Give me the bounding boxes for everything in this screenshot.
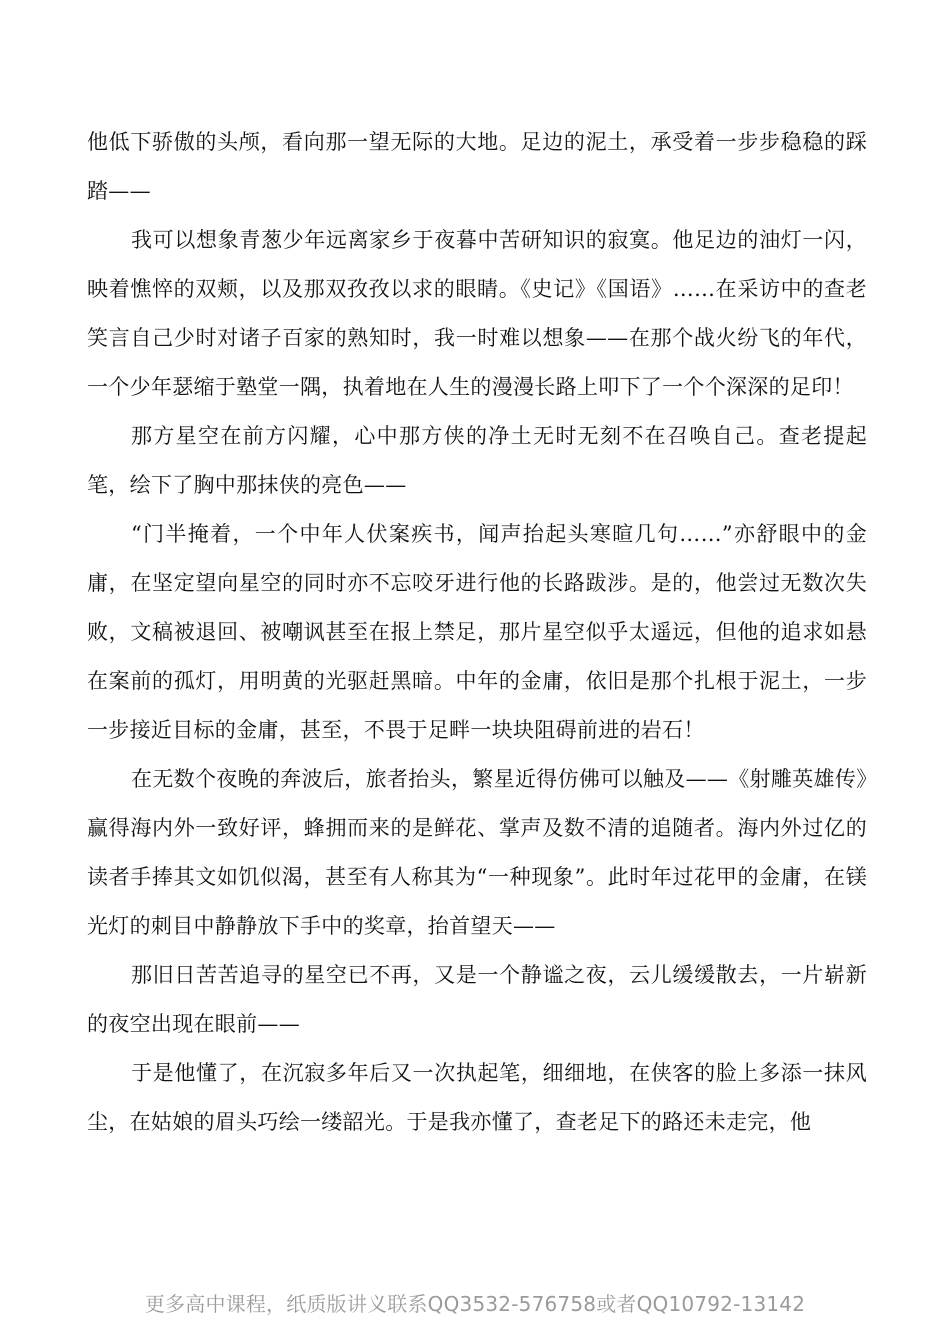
- paragraph-5: 在无数个夜晚的奔波后，旅者抬头，繁星近得仿佛可以触及——《射雕英雄传》赢得海内外一致好评，蜂拥而来的是鲜花、掌声及数不清的追随者。海内外过亿的读者手捧其文如饥似渴，甚至有人称其为“一种现象”。此时年过花甲的金庸，在镁光灯的刺目中静静放下手中的奖章，抬首望天——: [87, 767, 867, 938]
- paragraph-1: 他低下骄傲的头颅，看向那一望无际的大地。足边的泥土，承受着一步步稳稳的踩踏——: [87, 130, 867, 203]
- paragraph-3: 那方星空在前方闪耀，心中那方侠的净土无时无刻不在召唤自己。查老提起笔，绘下了胸中那抹侠的亮色——: [87, 424, 867, 497]
- paragraph-2: 我可以想象青葱少年远离家乡于夜暮中苦研知识的寂寞。他足边的油灯一闪，映着憔悴的双颊，以及那双孜孜以求的眼睛。《史记》《国语》……在采访中的查老笑言自己少时对诸子百家的熟知时，我一时难以想象——在那个战火纷飞的年代，一个少年瑟缩于塾堂一隅，执着地在人生的漫漫长路上叩下了一个个深深的足印！: [87, 228, 867, 399]
- paragraph-4: “门半掩着，一个中年人伏案疾书，闻声抬起头寒暄几句……”亦舒眼中的金庸，在坚定望向星空的同时亦不忘咬牙进行他的长路跋涉。是的，他尝过无数次失败，文稿被退回、被嘲讽甚至在报上禁足，那片星空似乎太遥远，但他的追求如悬在案前的孤灯，用明黄的光驱赶黑暗。中年的金庸，依旧是那个扎根于泥土，一步一步接近目标的金庸，甚至，不畏于足畔一块块阻碍前进的岩石！: [87, 522, 867, 742]
- footer-watermark: 更多高中课程，纸质版讲义联系QQ3532-576758或者QQ10792-13142: [144, 1292, 806, 1316]
- paragraph-6: 那旧日苦苦追寻的星空已不再，又是一个静谧之夜，云儿缓缓散去，一片崭新的夜空出现在眼前——: [87, 963, 867, 1036]
- paragraph-7: 于是他懂了，在沉寂多年后又一次执起笔，细细地，在侠客的脸上多添一抹风尘，在姑娘的眉头巧绘一缕韶光。于是我亦懂了，查老足下的路还未走完，他: [87, 1061, 867, 1134]
- essay-body: [87, 118, 867, 1147]
